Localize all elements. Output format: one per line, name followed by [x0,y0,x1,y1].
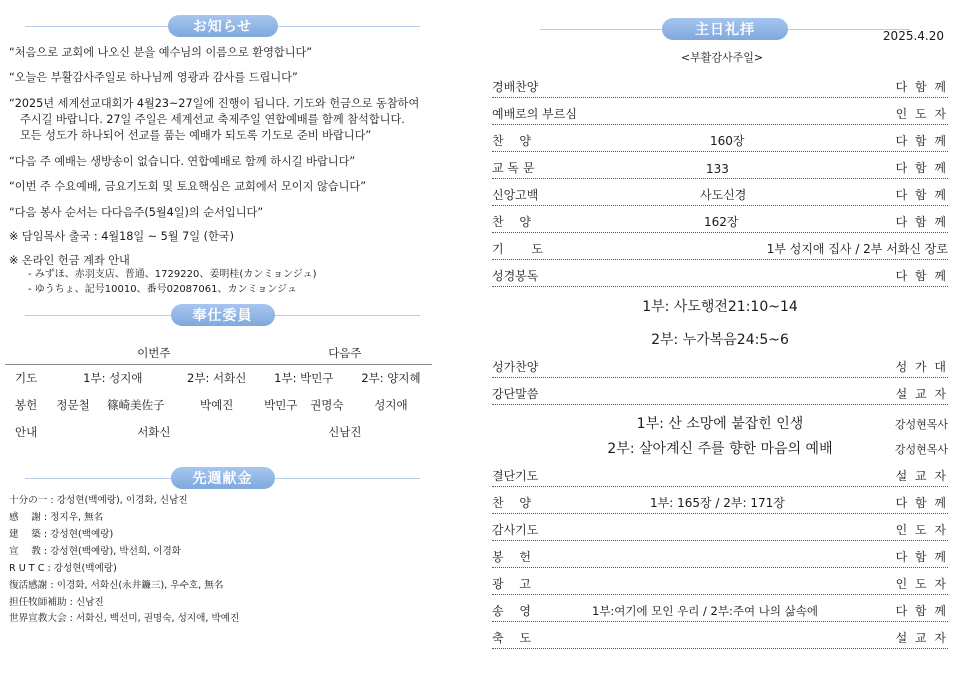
order-row [492,159,948,179]
order-label: 찬 양 [492,215,531,229]
order-row [492,105,948,125]
order-row [492,602,948,622]
order-label: 축 도 [492,631,531,645]
notice-item: 주시길 바랍니다. 27일 주일은 세계선교 축제주일 연합예배를 함께 참석합니다. [20,113,405,126]
cell: 1부: 박민구 [274,370,334,385]
order-row [492,78,948,98]
cell: 篠崎美佐子 [107,397,165,412]
order-detail: 1부:여기에 모인 우리 / 2부:주여 나의 삶속에 [592,604,818,618]
order-leader: 설 교 자 [895,469,948,483]
cell: 성지애 [374,397,408,412]
offering-item: R U T C : 강성현(백예랑) [9,563,117,574]
order-label: 강단말씀 [492,387,539,401]
row-label: 봉헌 [15,397,38,412]
service-table [5,342,432,445]
order-row [492,186,948,206]
order-leader: 다 함 께 [895,215,948,229]
offering-item: 担任牧師補助 : 신남진 [9,597,104,608]
order-label: 신앙고백 [492,188,539,202]
notice-item: 모든 성도가 하나되어 선교를 품는 예배가 되도록 기도로 준비 바랍니다” [20,129,372,142]
order-label: 광 고 [492,577,531,591]
offering-banner [25,467,420,489]
bank-account: - ゆうちょ、記号10010、番号02087061、カンミョンジュ [28,284,297,295]
notice-item: ※ 담임목사 출국 : 4월18일 ~ 5월 7일 (한국) [9,230,234,243]
service-row-offering [5,391,432,418]
order-leader: 다 함 께 [895,161,948,175]
cell: 권명숙 [310,397,344,412]
order-leader: 인 도 자 [895,577,948,591]
sermon-title: 1부: 산 소망에 붙잡힌 인생 [636,416,804,432]
offering-item: 宣 教 : 강성현(백예랑), 박선희, 이경화 [9,546,182,557]
order-leader: 다 함 께 [895,188,948,202]
service-header-row [5,342,432,364]
order-row [492,521,948,541]
preacher: 강성현목사 [894,418,948,431]
order-leader: 설 교 자 [895,387,948,401]
order-label: 송 영 [492,604,531,618]
order-detail: 160장 [710,134,745,148]
order-row [492,132,948,152]
cell: 박민구 [264,397,298,412]
order-label: 예배로의 부르심 [492,107,577,121]
order-row [492,629,948,649]
cell: 1부: 성지애 [83,370,143,385]
offering-item: 建 築 : 강성현(백예랑) [9,529,114,540]
service-banner [25,304,420,326]
offering-title: 先週献金 [171,467,275,489]
next-week-header: 다음주 [258,342,432,364]
order-label: 성경봉독 [492,269,539,283]
service-row-prayer [5,364,432,391]
offering-item: 感 謝 : 정지우, 無名 [9,512,104,523]
worship-subtitle: <부활감사주일> [680,51,764,64]
order-leader: 다 함 께 [895,134,948,148]
scripture-reading: 2부: 누가복음24:5~6 [651,332,789,348]
offering-item: 十分の一 : 강성현(백예랑), 이경화, 신남진 [9,495,188,506]
cell: 2부: 서화신 [187,370,247,385]
order-leader: 다 함 께 [895,604,948,618]
order-row [492,494,948,514]
order-label: 성가찬양 [492,360,539,374]
cell: 박예진 [200,397,234,412]
order-label: 찬 양 [492,496,531,510]
scripture-reading: 1부: 사도행전21:10~14 [642,299,798,315]
bulletin-date: 2025.4.20 [882,29,944,43]
order-row [492,267,948,287]
notice-item: “2025년 세계선교대회가 4월23~27일에 진행이 됩니다. 기도와 헌금으로 동참하여 [9,97,420,110]
order-leader: 다 함 께 [895,269,948,283]
order-leader: 1부 성지애 집사 / 2부 서화신 장로 [766,242,948,256]
order-row [492,575,948,595]
order-leader: 다 함 께 [895,80,948,94]
offering-item: 復活感謝 : 이경화, 서화신(永井鐮三), 우수호, 無名 [9,580,224,591]
order-row [492,213,948,233]
order-label: 감사기도 [492,523,539,537]
order-row [492,240,948,260]
notices-banner [25,15,420,37]
order-label: 경배찬양 [492,80,539,94]
order-leader: 다 함 께 [895,550,948,564]
notice-item: ※ 온라인 헌금 계좌 안내 [9,254,130,267]
row-label: 안내 [15,424,38,439]
cell: 2부: 양지혜 [361,370,421,385]
order-detail: 1부: 165장 / 2부: 171장 [650,496,785,510]
sermon-title: 2부: 살아계신 주를 향한 마음의 예배 [607,441,833,457]
order-label: 기 도 [492,242,543,256]
row-label: 기도 [15,370,38,385]
worship-title: 主日礼拝 [662,18,788,40]
order-leader: 인 도 자 [895,523,948,537]
order-label: 교 독 문 [492,161,535,175]
offering-item: 世界宣教大会 : 서화신, 백선미, 권명숙, 성지애, 박예진 [9,613,240,624]
cell: 신남진 [328,424,362,439]
service-title: 奉仕委員 [171,304,275,326]
order-row [492,358,948,378]
order-label: 봉 헌 [492,550,531,564]
bank-account: - みずほ、赤羽支店、普通、1729220、姜明桂(カンミョンジュ) [28,269,317,280]
notice-item: “오늘은 부활감사주일로 하나님께 영광과 감사를 드립니다” [9,71,298,84]
worship-banner [540,18,910,40]
order-leader: 설 교 자 [895,631,948,645]
order-leader: 인 도 자 [895,107,948,121]
notices-title: お知らせ [168,15,278,37]
cell: 정문철 [56,397,90,412]
service-row-guide [5,418,432,445]
this-week-header: 이번주 [50,342,258,364]
notice-item: “다음 주 예배는 생방송이 없습니다. 연합예배로 함께 하시길 바랍니다” [9,155,356,168]
order-detail: 133 [706,162,729,176]
order-leader: 다 함 께 [895,496,948,510]
notice-item: “이번 주 수요예배, 금요기도회 및 토요핵심은 교회에서 모이지 않습니다” [9,180,367,193]
cell: 서화신 [137,424,171,439]
order-row [492,467,948,487]
preacher: 강성현목사 [894,443,948,456]
order-label: 결단기도 [492,469,539,483]
order-detail: 사도신경 [700,188,747,202]
notice-item: “다음 봉사 순서는 다다음주(5월4일)의 순서입니다” [9,206,264,219]
order-row [492,385,948,405]
order-detail: 162장 [704,215,739,229]
notice-item: “처음으로 교회에 나오신 분을 예수님의 이름으로 환영합니다” [9,46,313,59]
order-row [492,548,948,568]
order-leader: 성 가 대 [895,360,948,374]
order-label: 찬 양 [492,134,531,148]
